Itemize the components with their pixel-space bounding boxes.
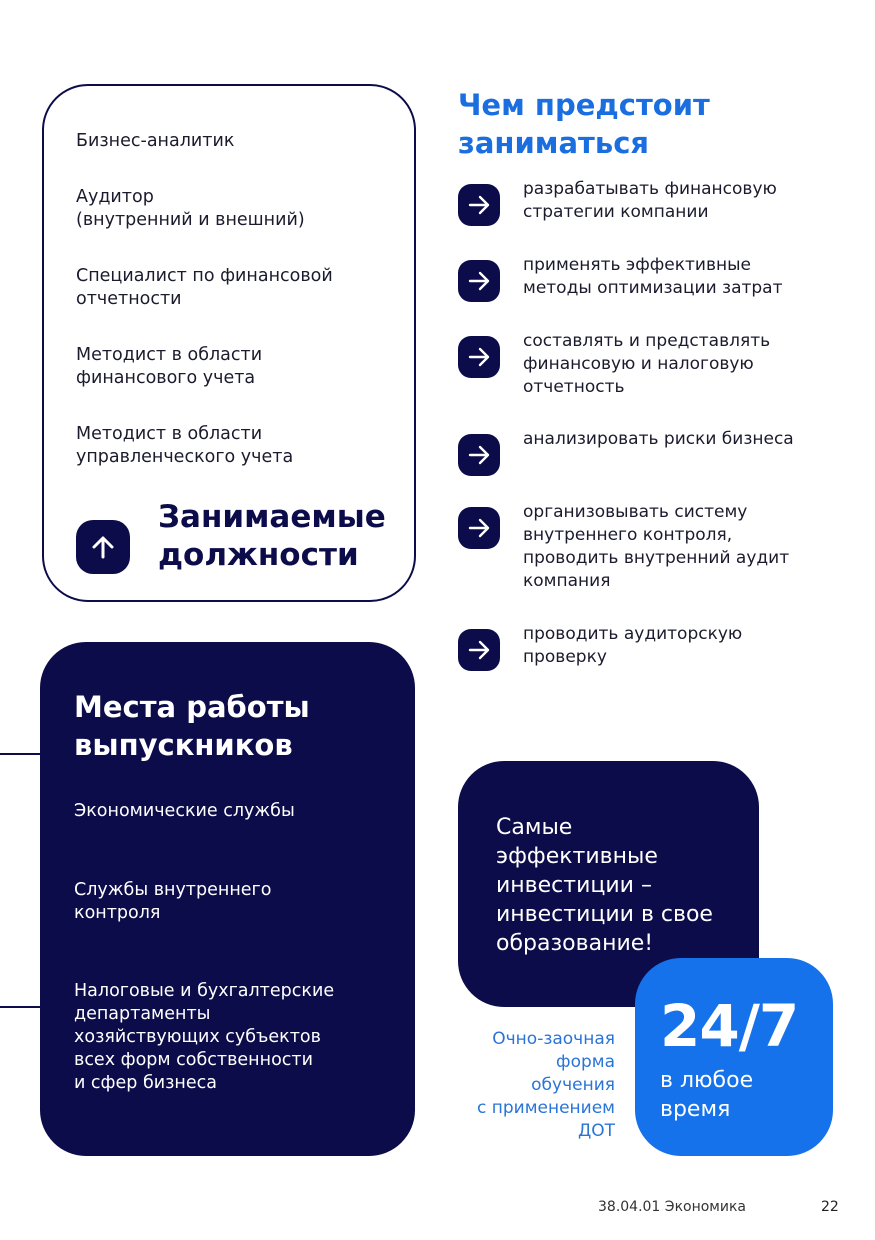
arrow-right-icon [458, 434, 500, 476]
position-item: Аудитор (внутренний и внешний) [76, 187, 305, 230]
position-item: Методист в области финансового учета [76, 345, 263, 388]
arrow-right-icon [458, 336, 500, 378]
position-item: Бизнес-аналитик [76, 131, 235, 151]
task-text: разрабатывать финансовую стратегии компании [523, 179, 777, 222]
invest-text: Самые эффективные инвестиции – инвестиции в свое образование! [496, 815, 713, 956]
arrow-right-icon [458, 507, 500, 549]
positions-heading: Занимаемые должности [158, 499, 386, 573]
decorative-line [0, 1006, 42, 1008]
decorative-line [0, 753, 42, 755]
positions-list [76, 130, 396, 502]
task-text: составлять и представлять финансовую и налоговую отчетность [523, 331, 771, 397]
workplace-item: Службы внутреннего контроля [74, 880, 272, 923]
availability-small: в любое время [660, 1068, 754, 1122]
arrow-up-icon [76, 520, 130, 574]
task-text: проводить аудиторскую проверку [523, 624, 743, 667]
arrow-right-icon [458, 260, 500, 302]
workplaces-card [40, 642, 415, 1156]
workplace-item: Экономические службы [74, 801, 295, 821]
task-text: организовывать систему внутреннего контроля, проводить внутренний аудит компания [523, 502, 790, 591]
tasks-title: Чем предстоит заниматься [458, 88, 710, 160]
position-item: Методист в области управленческого учета [76, 424, 294, 467]
workplace-item: Налоговые и бухгалтерские департаменты хозяйствующих субъектов всех форм собственности и сфер бизнеса [74, 981, 335, 1093]
availability-card [635, 958, 833, 1156]
page-number: 22 [821, 1199, 839, 1215]
availability-big: 24/7 [660, 992, 799, 1060]
task-text: анализировать риски бизнеса [523, 429, 794, 449]
positions-card [42, 84, 416, 602]
footer-program: 38.04.01 Экономика [598, 1199, 747, 1215]
study-form: Очно-заочная форма обучения с применением ДОТ [476, 1029, 615, 1141]
workplaces-title: Места работы выпускников [74, 690, 310, 762]
task-text: применять эффективные методы оптимизации затрат [523, 255, 783, 298]
arrow-right-icon [458, 629, 500, 671]
arrow-right-icon [458, 184, 500, 226]
position-item: Специалист по финансовой отчетности [76, 266, 333, 309]
